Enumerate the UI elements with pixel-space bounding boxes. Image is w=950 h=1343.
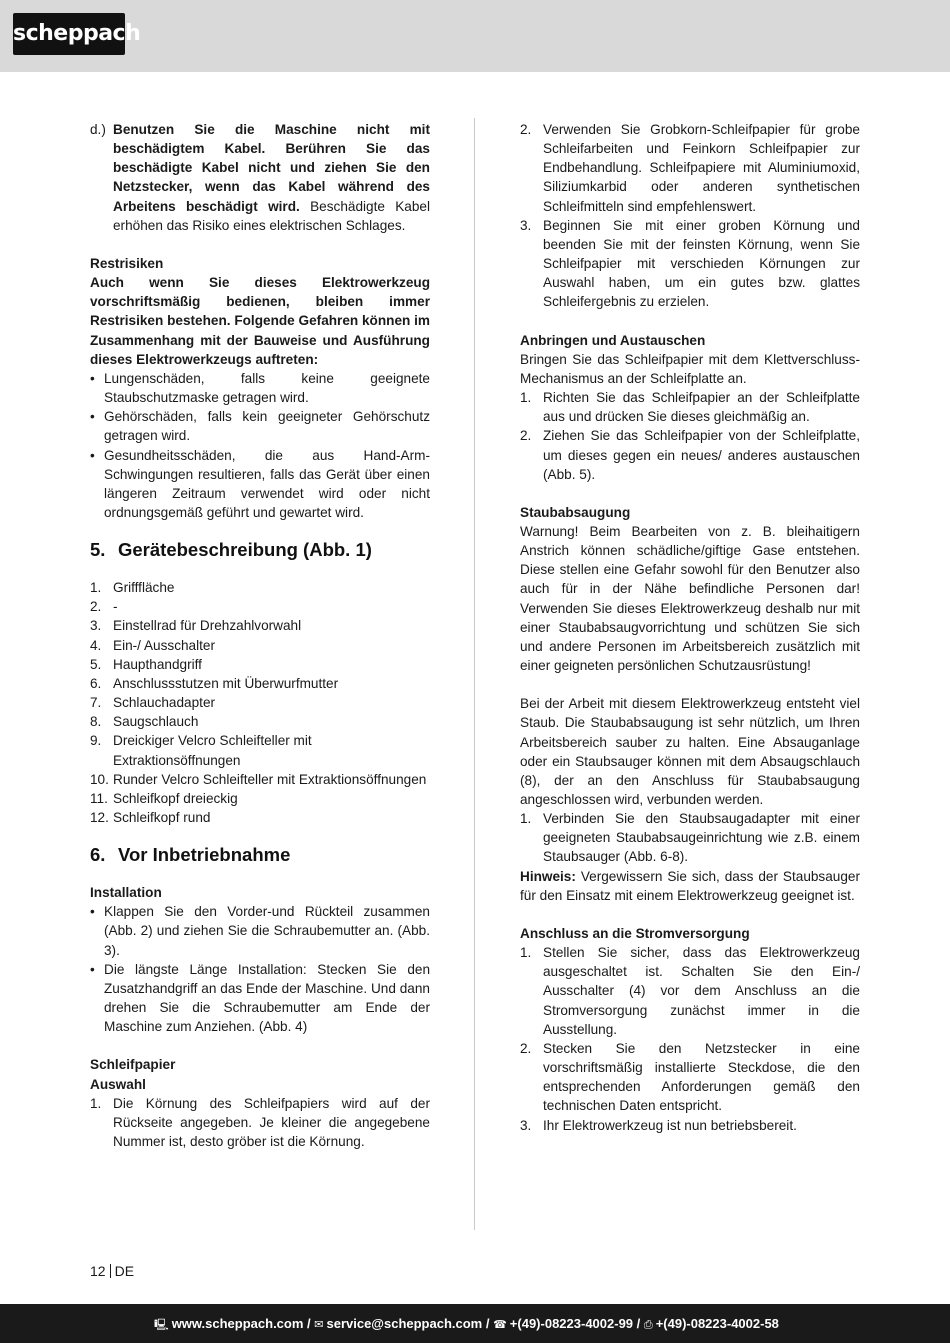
parts-list-number: 8. (90, 714, 102, 730)
installation-item: • Klappen Sie den Vorder-und Rückteil zusammen (Abb. 2) und ziehen Sie die Schraubemutter an. (Abb. 3). (90, 904, 430, 958)
parts-list-label: Haupthandgriff (113, 656, 202, 672)
parts-list-item (90, 789, 430, 808)
section-6-heading: 6. Vor Inbetriebnahme (90, 844, 291, 866)
right-column (520, 120, 860, 1135)
parts-list-number: 12. (90, 810, 109, 825)
safety-item-d-bold: Benutzen Sie die Maschine nicht mit beschädigtem Kabel. Berühren Sie das beschädigte Kabel nicht und ziehen Sie den Netzstecker, wenn das Kabel während des Arbeitens beschädigt wird. (113, 122, 430, 214)
parts-list-item (90, 616, 430, 635)
parts-list-number: 2. (90, 599, 102, 615)
parts-list-label: Runder Velcro Schleifteller mit Extraktionsöffnungen (113, 771, 427, 787)
restrisiken-intro: Auch wenn Sie dieses Elektrowerkzeug vorschriftsmäßig bedienen, bleiben immer Restrisiken bestehen. Folgende Gefahren können im Zusammenhang mit der Bauweise und Ausführung dieses Elektrowerkzeugs auftreten: (90, 275, 430, 367)
restrisiken-heading: Restrisiken (90, 255, 164, 271)
auswahl-item: 1. Die Körnung des Schleifpapiers wird auf der Rückseite angegeben. Je kleiner die angegebene Nummer ist, desto gröber ist die Körnung. (90, 1095, 430, 1150)
fax-number: +(49)-08223-4002-58 (655, 1316, 779, 1331)
parts-list-number: 5. (90, 656, 102, 672)
anschluss-item: 3. Ihr Elektrowerkzeug ist nun betriebsbereit. (520, 1117, 797, 1133)
parts-list-number: 11. (90, 790, 108, 806)
parts-list-item (90, 808, 430, 827)
staubabsaugung-text: Bei der Arbeit mit diesem Elektrowerkzeug entsteht viel Staub. Die Staubabsaugung ist sehr nützlich, um Ihren Arbeitsbereich sauber zu halten. Eine Absauganlage oder ein Staubsauger können mit dem Absaugschlauch (8), der an den Anschluss für Staubabsaugung angeschlossen wird, verbunden werden. (520, 696, 860, 807)
parts-list-number: 1. (90, 580, 102, 596)
anbringen-item: 1. Richten Sie das Schleifpapier an der Schleifplatte aus und drücken Sie dieses gleichmäßig an. (520, 390, 860, 425)
parts-list-label: Grifffläche (113, 580, 175, 596)
phone-number: +(49)-08223-4002-99 / (509, 1316, 641, 1331)
computer-icon: 🖳 (154, 1318, 169, 1331)
safety-item-d (90, 120, 430, 235)
anschluss-heading: Anschluss an die Stromversorgung (520, 925, 750, 941)
section-5-heading: 5. Gerätebeschreibung (Abb. 1) (90, 539, 372, 561)
parts-list-number: 6. (90, 675, 102, 691)
parts-list-label: Dreickiger Velcro Schleifteller mit Extraktionsöffnungen (113, 733, 312, 768)
auswahl-heading: Auswahl (90, 1076, 146, 1092)
parts-list-item (90, 578, 430, 597)
staubabsaugung-heading: Staubabsaugung (520, 504, 631, 520)
anbringen-item: 2. Ziehen Sie das Schleifpapier von der Schleifplatte, um dieses gegen ein neues/ anderes austauschen (Abb. 5). (520, 428, 860, 482)
parts-list-label: Einstellrad für Drehzahlvorwahl (113, 618, 302, 634)
left-column (90, 120, 430, 1151)
parts-list-label: Schleifkopf dreieckig (113, 790, 238, 806)
parts-list-number: 7. (90, 695, 102, 711)
email-icon: ✉ (314, 1318, 324, 1331)
parts-list-item (90, 636, 430, 655)
parts-list-item (90, 597, 430, 616)
item-marker: d.) (90, 122, 106, 137)
parts-list-number: 10. (90, 771, 109, 787)
restrisiken-item: • Lungenschäden, falls keine geeignete Staubschutzmaske getragen wird. (90, 370, 430, 406)
fax-icon: ⎙ (643, 1318, 653, 1331)
staubabsaugung-item: 1. Verbinden Sie den Staubsaugadapter mit einer geeigneten Staubabsaugeinrichtung wie z.B. einem Staubsauger (Abb. 6-8). (520, 811, 860, 865)
scheppach-logo: scheppach (13, 13, 125, 55)
column-divider (474, 118, 475, 1230)
anbringen-intro: Bringen Sie das Schleifpapier mit dem Klettverschluss-Mechanismus an der Schleifplatte an. (520, 351, 860, 386)
parts-list (90, 578, 430, 827)
safety-item-d-text: Beschädigte Kabel erhöhen das Risiko eines elektrischen Schlages. (113, 198, 430, 233)
schleifpapier-heading: Schleifpapier (90, 1057, 176, 1073)
installation-item: • Die längste Länge Installation: Stecken Sie den Zusatzhandgriff an das Ende der Maschine. Und dann drehen Sie die Schraubemutter am Ende der Maschine zum Anziehen. (Abb. 4) (90, 961, 430, 1035)
parts-list-label: Schleifkopf rund (113, 810, 211, 825)
anbringen-heading: Anbringen und Austauschen (520, 332, 706, 348)
anschluss-item: 2. Stecken Sie den Netzstecker in eine vorschriftsmäßig installierte Steckdose, die den entsprechenden Anforderungen gemäß den technischen Daten entspricht. (520, 1040, 860, 1114)
parts-list-label: Saugschlauch (113, 714, 199, 730)
restrisiken-item: • Gehörschäden, falls kein geeigneter Gehörschutz getragen wird. (90, 409, 430, 444)
page-number: 12 DE (90, 1263, 135, 1279)
parts-list-label: Schlauchadapter (113, 695, 216, 711)
staubabsaugung-warning: Warnung! Beim Bearbeiten von z. B. bleihaitigern Anstrich können schädliche/giftige Gase entstehen. Diese stellen eine Gefahr sowohl für den Benutzer also auch für in der Nähe befindliche Personen dar! Verwenden Sie dieses Elektrowerkzeug deshalb nur mit einer Staubabsaugvorrichtung und schützen Sie sich und andere Personen im Arbeitsbereich zusätzlich mit einer geigneten persönlichen Schutzausrüstung! (520, 523, 860, 674)
auswahl-item: 2. Verwenden Sie Grobkorn-Schleifpapier für grobe Schleifarbeiten und Feinkorn Schleifpapier zur Endbehandlung. Schleifpapiere mit Aluminiumoxid, Siliziumkarbid oder anderen synthetischen Schleifmitteln sind empfehlenswert. (520, 122, 860, 214)
restrisiken-item: • Gesundheitsschäden, die aus Hand-Arm- Schwingungen resultieren, falls das Gerät über einen längeren Zeitraum verwendet wird oder nicht ordnungsgemäß geführt und gewartet wird. (90, 447, 430, 520)
parts-list-number: 3. (90, 618, 102, 634)
parts-list-item (90, 712, 430, 731)
parts-list-item (90, 693, 430, 712)
phone-icon: ☎ (493, 1318, 507, 1331)
parts-list-label: Ein-/ Ausschalter (113, 637, 215, 653)
parts-list-label: - (113, 599, 118, 615)
contact-bar (0, 1304, 950, 1343)
anschluss-item: 1. Stellen Sie sicher, dass das Elektrowerkzeug ausgeschaltet ist. Schalten Sie den Ein-/ Ausschalter (4) vor dem Anschluss an die Stromversorgung zunächst immer in die Ausstellung. (520, 945, 860, 1037)
parts-list-item (90, 655, 430, 674)
parts-list-item (90, 731, 430, 769)
parts-list-number: 4. (90, 637, 102, 653)
parts-list-item (90, 674, 430, 693)
installation-heading: Installation (90, 885, 162, 901)
header-bar (0, 0, 950, 72)
hinweis-note: Hinweis: Vergewissern Sie sich, dass der Staubsauger für den Einsatz mit einem Elektrowerkzeug geeignet ist. (520, 868, 860, 903)
parts-list-number: 9. (90, 733, 102, 749)
parts-list-label: Anschlussstutzen mit Überwurfmutter (113, 675, 339, 691)
parts-list-item (90, 770, 430, 789)
auswahl-item: 3. Beginnen Sie mit einer groben Körnung und beenden Sie mit der feinsten Körnung, wenn Sie Schleifpapier mit verschieden Körnungen zur Auswahl haben, um ein gutes bzw. glattes Schleifergebnis zu erzielen. (520, 217, 860, 310)
email-link[interactable]: service@scheppach.com / (326, 1316, 490, 1331)
website-link[interactable]: www.scheppach.com / (171, 1316, 311, 1331)
